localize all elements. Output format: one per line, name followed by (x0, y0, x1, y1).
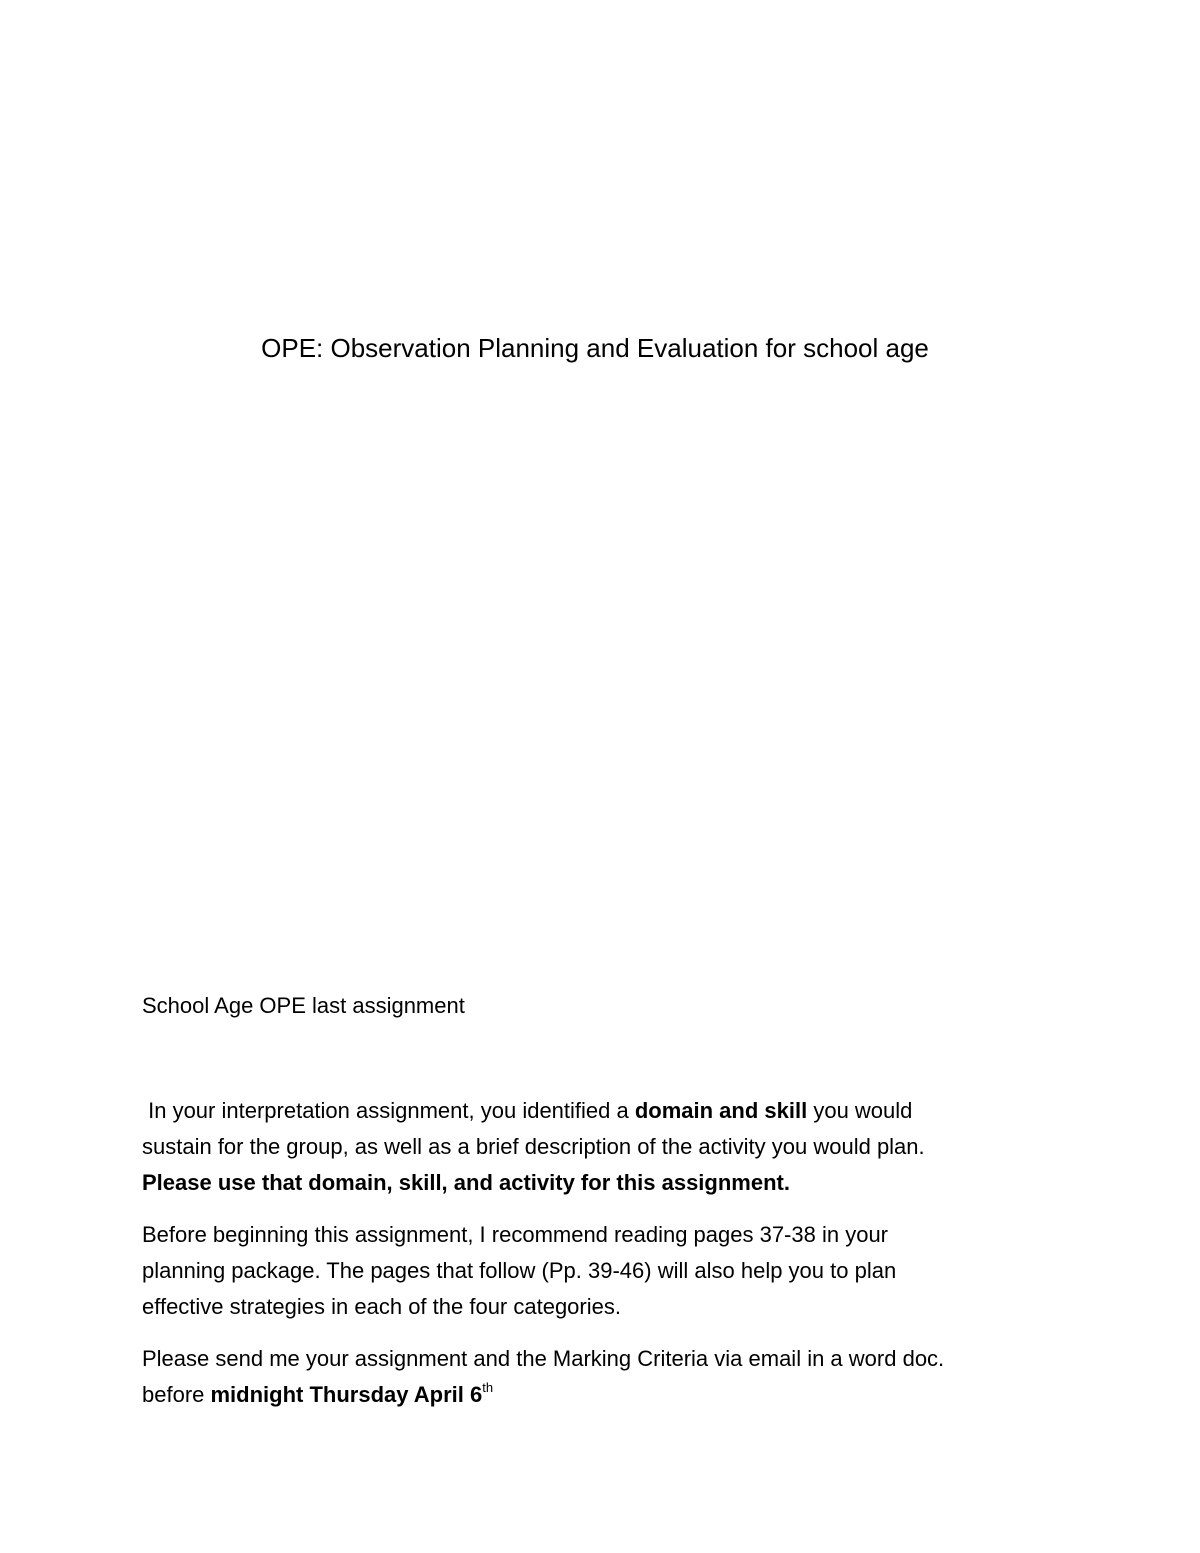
paragraph-line: Please send me your assignment and the Marking Criteria via email in a word doc. (142, 1346, 945, 1371)
bold-text: Please use that domain, skill, and activity for this assignment. (142, 1170, 790, 1195)
paragraph-line (142, 1165, 1072, 1201)
paragraph-submission (142, 1341, 1072, 1413)
text-run: you would (807, 1098, 913, 1123)
paragraph-line (142, 1377, 1072, 1413)
assignment-heading: School Age OPE last assignment (142, 993, 465, 1018)
paragraph-line: sustain for the group, as well as a brief description of the activity you would plan. (142, 1134, 925, 1159)
paragraph-line: Before beginning this assignment, I recommend reading pages 37-38 in your (142, 1222, 889, 1247)
document-title: OPE: Observation Planning and Evaluation for school age (261, 333, 929, 363)
paragraph-line: effective strategies in each of the four categories. (142, 1294, 621, 1319)
ordinal-suffix: th (482, 1380, 494, 1395)
paragraph-instructions (142, 1093, 1072, 1201)
paragraph-reading (142, 1217, 1072, 1325)
paragraph-line: planning package. The pages that follow (Pp. 39-46) will also help you to plan (142, 1258, 897, 1283)
text-run: before (142, 1382, 211, 1407)
bold-text: domain and skill (634, 1098, 808, 1123)
text-run: In your interpretation assignment, you identified a (142, 1098, 635, 1123)
deadline-text: midnight Thursday April 6 (210, 1382, 483, 1407)
paragraph-line (142, 1093, 1072, 1129)
